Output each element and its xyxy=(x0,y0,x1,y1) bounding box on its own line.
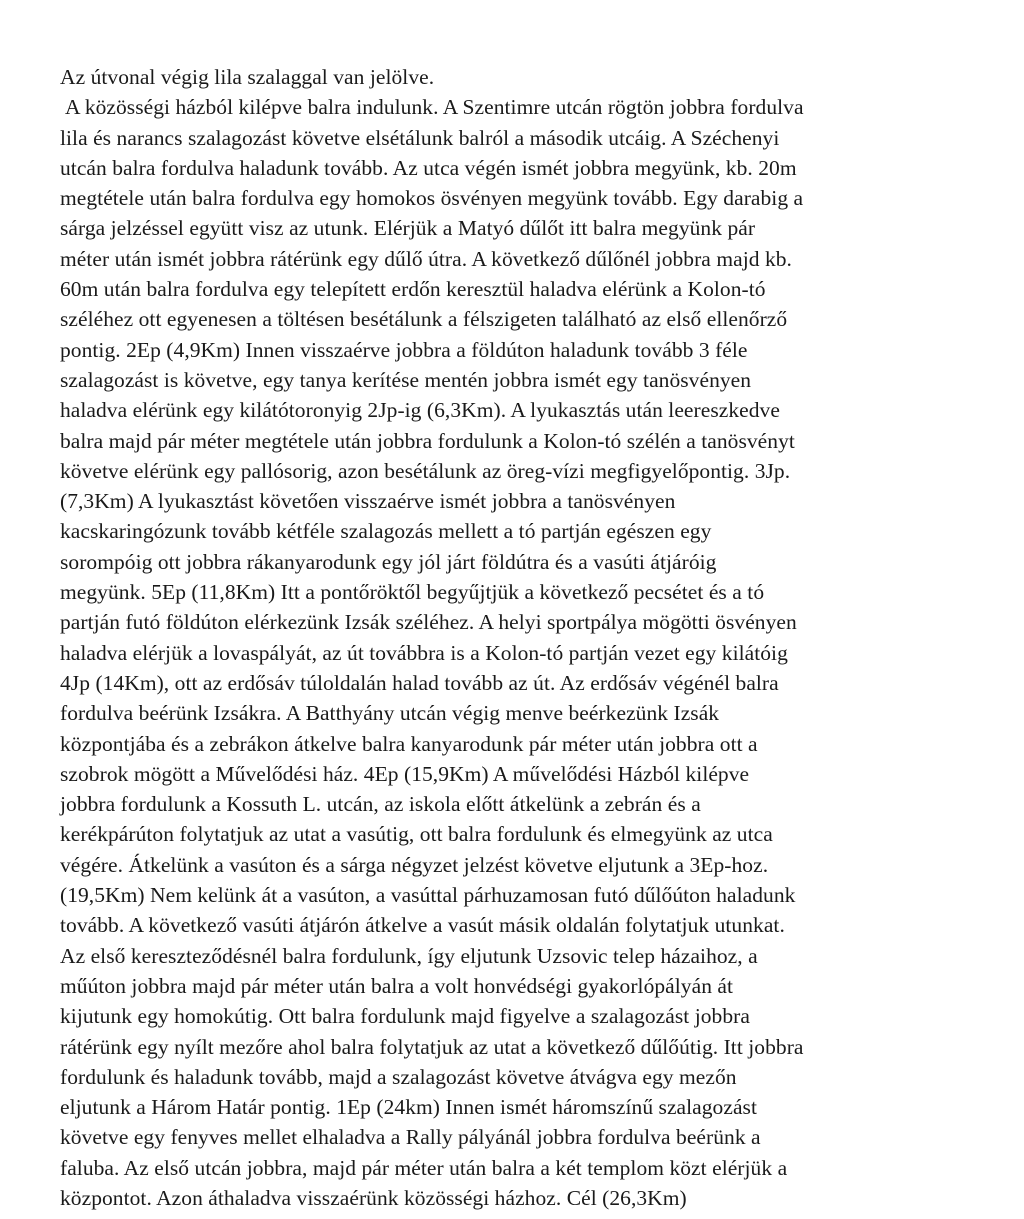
text-line: pontig. 2Ep (4,9Km) Innen visszaérve jobbra a földúton haladunk tovább 3 féle xyxy=(60,337,748,362)
text-line: lila és narancs szalagozást követve elsétálunk balról a második utcáig. A Széchenyi xyxy=(60,125,780,150)
text-line: központot. Azon áthaladva visszaérünk közösségi házhoz. Cél (26,3Km) xyxy=(60,1185,687,1210)
text-line: kerékpárúton folytatjuk az utat a vasútig, ott balra fordulunk és elmegyünk az utca xyxy=(60,822,773,847)
text-line: faluba. Az első utcán jobbra, majd pár méter után balra a két templom közt elérjük a xyxy=(60,1155,788,1180)
text-line: utcán balra fordulva haladunk tovább. Az utca végén ismét jobbra megyünk, kb. 20m xyxy=(60,155,797,180)
text-line: partján futó földúton elérkezünk Izsák széléhez. A helyi sportpálya mögötti ösvényen xyxy=(60,610,797,635)
text-line: 4Jp (14Km), ott az erdősáv túloldalán halad tovább az út. Az erdősáv végénél balra xyxy=(60,670,779,695)
text-line: megtétele után balra fordulva egy homokos ösvényen megyünk tovább. Egy darabig a xyxy=(60,186,804,211)
text-line: haladva elérünk egy kilátótoronyig 2Jp-ig (6,3Km). A lyukasztás után leereszkedve xyxy=(60,398,780,423)
text-line: széléhez ott egyenesen a töltésen besétálunk a félszigeten található az első ellenőrző xyxy=(60,307,788,332)
text-line: 60m után balra fordulva egy telepített erdőn keresztül haladva elérünk a Kolon-tó xyxy=(60,277,766,302)
text-line: A közösségi házból kilépve balra indulunk. A Szentimre utcán rögtön jobbra fordulva xyxy=(65,95,804,120)
text-line: végére. Átkelünk a vasúton és a sárga négyzet jelzést követve eljutunk a 3Ep-hoz. xyxy=(60,852,769,877)
text-line: fordulva beérünk Izsákra. A Batthyány utcán végig menve beérkezünk Izsák xyxy=(60,701,720,726)
text-line: (19,5Km) Nem kelünk át a vasúton, a vasúttal párhuzamosan futó dűlőúton haladunk xyxy=(60,883,796,908)
text-line: Az első kereszteződésnél balra fordulunk, így eljutunk Uzsovic telep házaihoz, a xyxy=(60,943,758,968)
text-line: megyünk. 5Ep (11,8Km) Itt a pontőröktől begyűjtjük a következő pecsétet és a tó xyxy=(60,580,765,605)
text-line: kacskaringózunk tovább kétféle szalagozás mellett a tó partján egészen egy xyxy=(60,519,712,544)
text-line: központjába és a zebrákon átkelve balra kanyarodunk pár méter után jobbra ott a xyxy=(60,731,758,756)
text-line: fordulunk és haladunk tovább, majd a szalagozást követve átvágva egy mezőn xyxy=(60,1064,737,1089)
text-line: jobbra fordulunk a Kossuth L. utcán, az iskola előtt átkelünk a zebrán és a xyxy=(60,792,701,817)
text-line: szobrok mögött a Művelődési ház. 4Ep (15,9Km) A művelődési Házból kilépve xyxy=(60,761,750,786)
text-line: (7,3Km) A lyukasztást követően visszaérve ismét jobbra a tanösvényen xyxy=(60,489,676,514)
text-line: sorompóig ott jobbra rákanyarodunk egy jól járt földútra és a vasúti átjáróig xyxy=(60,549,717,574)
text-line: haladva elérjük a lovaspályát, az út továbbra is a Kolon-tó partján vezet egy kilátóig xyxy=(60,640,788,665)
text-line: sárga jelzéssel együtt visz az utunk. Elérjük a Matyó dűlőt itt balra megyünk pár xyxy=(60,216,756,241)
text-line: kijutunk egy homokútig. Ott balra fordulunk majd figyelve a szalagozást jobbra xyxy=(60,1004,750,1029)
text-line: méter után ismét jobbra rátérünk egy dűlő útra. A következő dűlőnél jobbra majd kb. xyxy=(60,246,792,271)
text-line: követve egy fenyves mellet elhaladva a Rally pályánál jobbra fordulva beérünk a xyxy=(60,1125,761,1150)
text-line: szalagozást is követve, egy tanya kerítése mentén jobbra ismét egy tanösvényen xyxy=(60,367,752,392)
text-line: tovább. A következő vasúti átjárón átkelve a vasút másik oldalán folytatjuk utunkat. xyxy=(60,913,785,938)
text-line: műúton jobbra majd pár méter után balra a volt honvédségi gyakorlópályán át xyxy=(60,973,734,998)
text-line: rátérünk egy nyílt mezőre ahol balra folytatjuk az utat a következő dűlőútig. Itt jobbra xyxy=(60,1034,804,1059)
text-line: balra majd pár méter megtétele után jobbra fordulunk a Kolon-tó szélén a tanösvényt xyxy=(60,428,795,453)
text-line: eljutunk a Három Határ pontig. 1Ep (24km) Innen ismét háromszínű szalagozást xyxy=(60,1095,757,1120)
route-description-text xyxy=(60,62,960,1213)
text-line: Az útvonal végig lila szalaggal van jelölve. xyxy=(60,65,435,89)
text-line: követve elérünk egy pallósorig, azon besétálunk az öreg-vízi megfigyelőpontig. 3Jp. xyxy=(60,458,791,483)
